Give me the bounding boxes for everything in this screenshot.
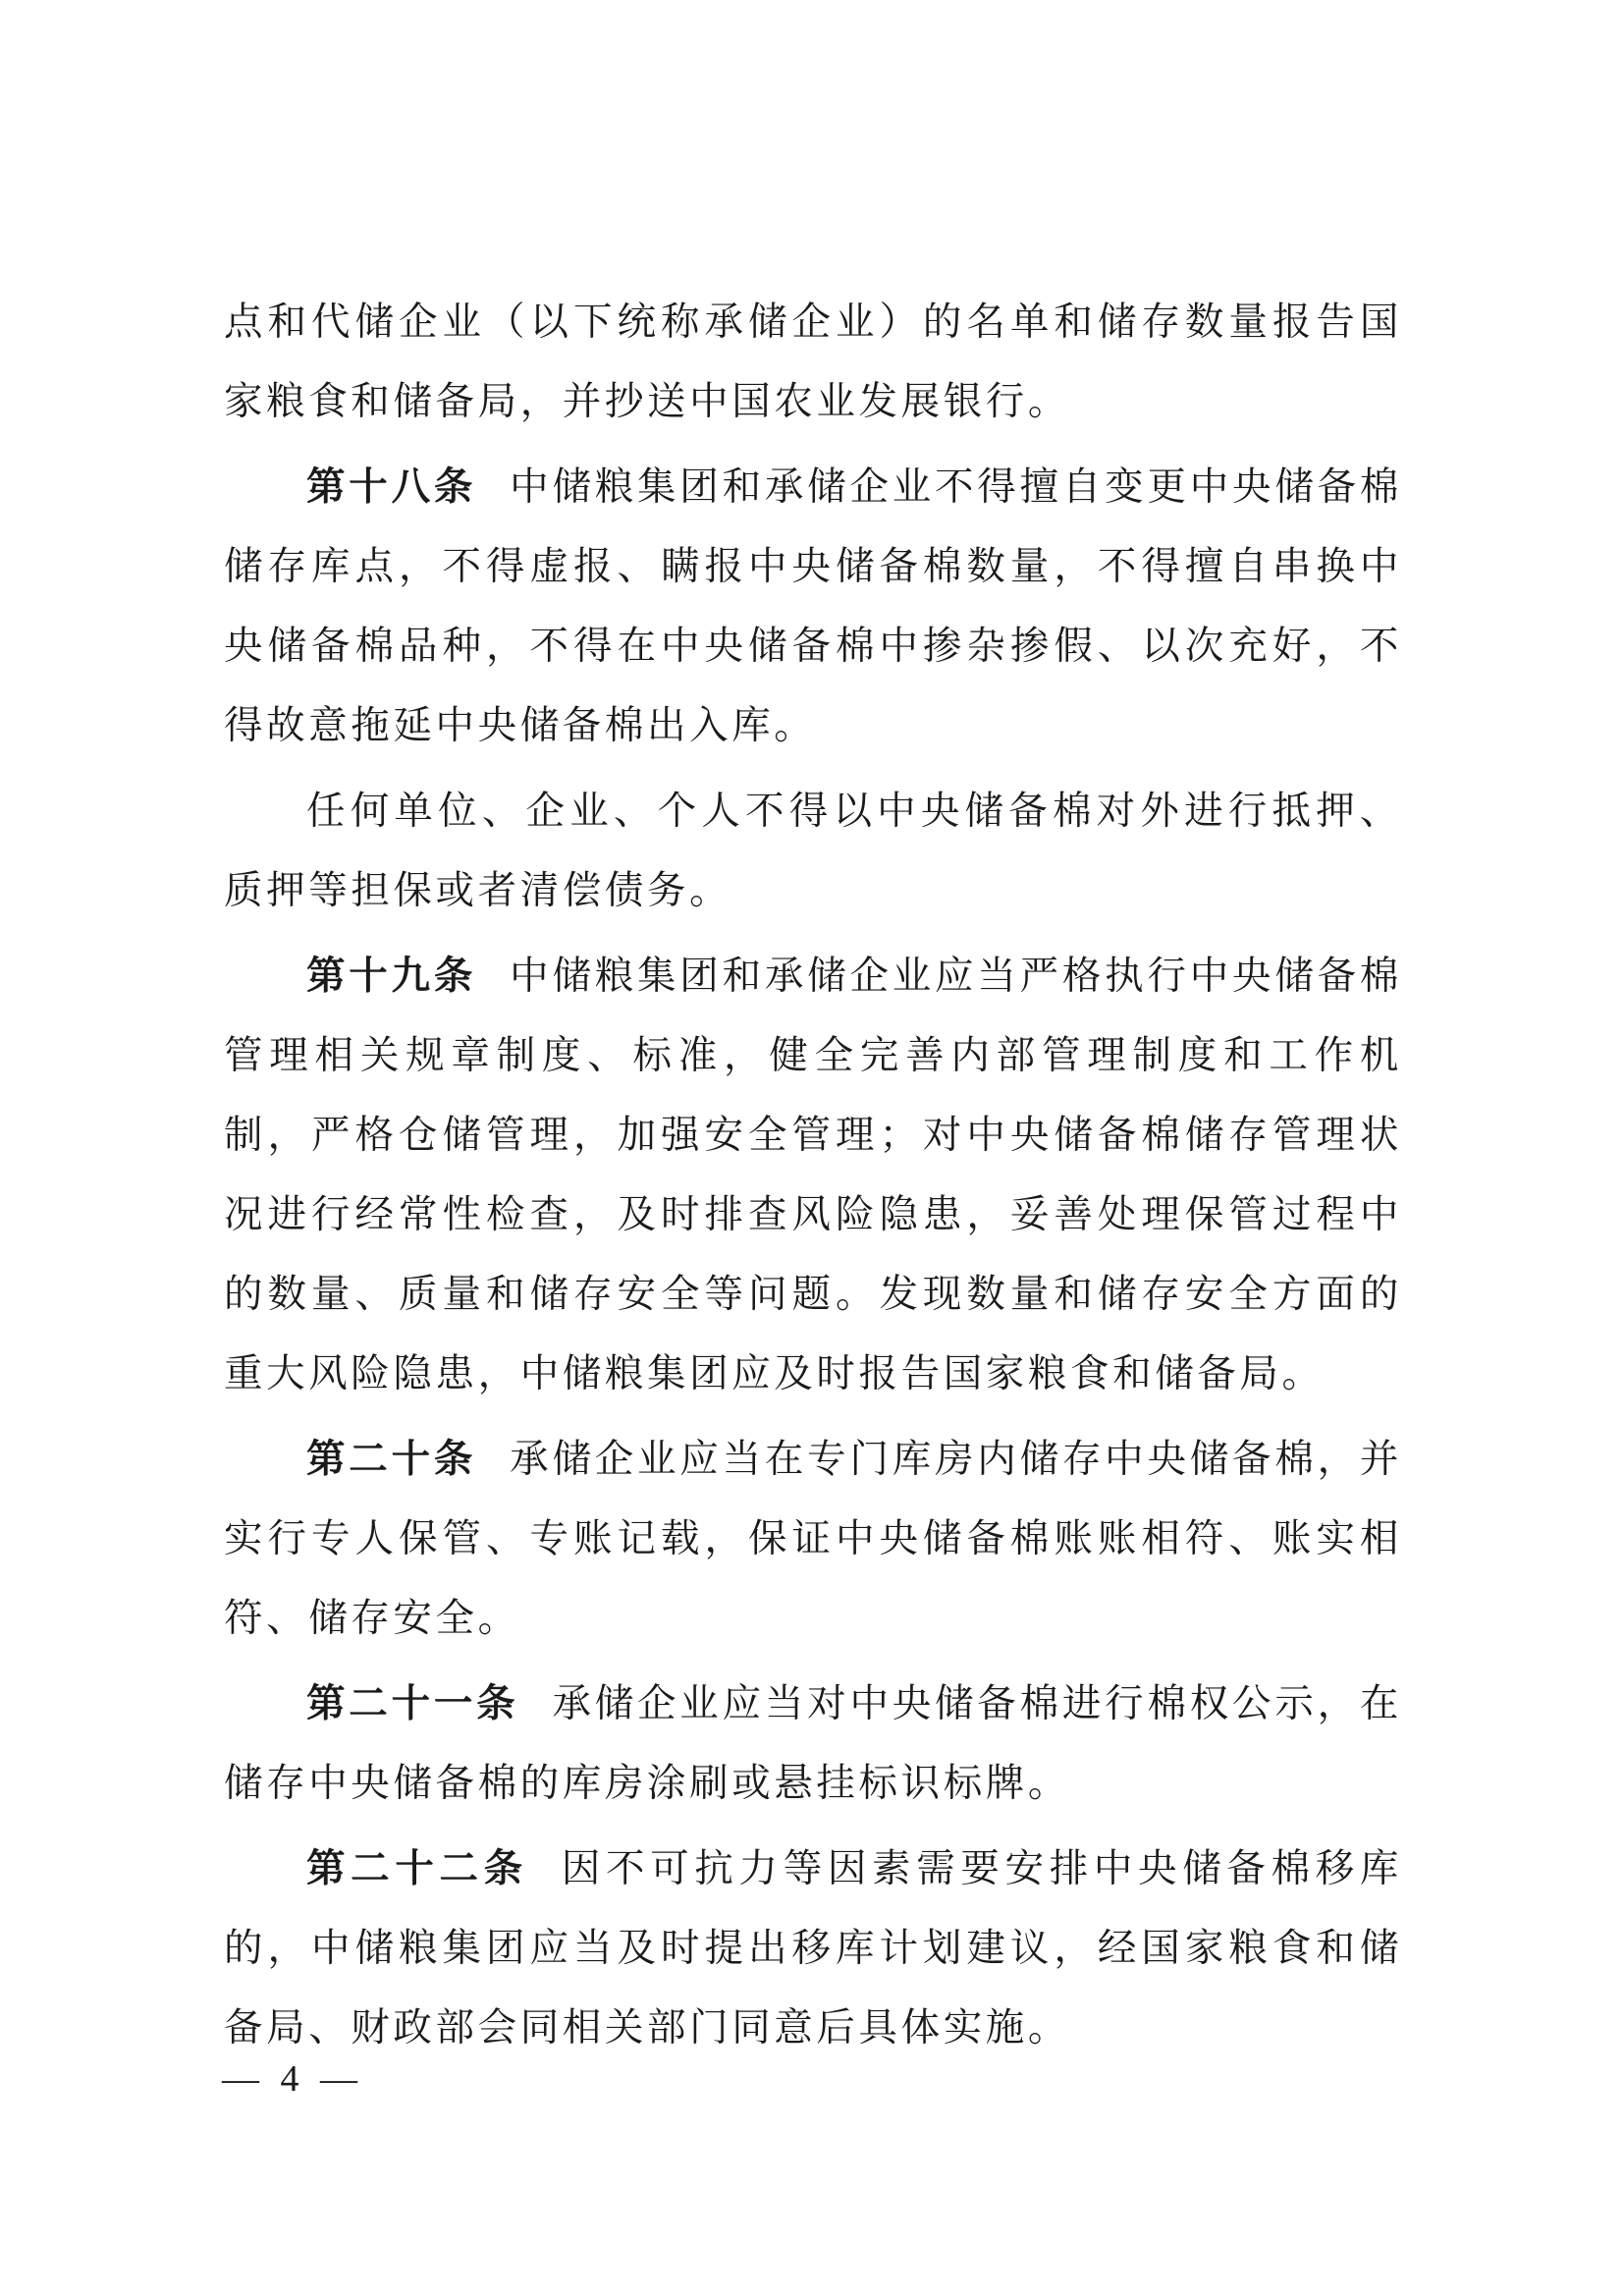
paragraph bbox=[224, 283, 1402, 442]
paragraph-text: 中储粮集团和承储企业不得擅自变更中央储备棉储存库点，不得虚报、瞒报中央储备棉数量，不得擅自串换中央储备棉品种，不得在中央储备棉中掺杂掺假、以次充好，不得故意拖延中央储备棉出入库。 bbox=[224, 465, 1402, 748]
paragraph-text: 点和代储企业（以下统称承储企业）的名单和储存数量报告国家粮食和储备局，并抄送中国农业发展银行。 bbox=[224, 300, 1402, 424]
document-body bbox=[224, 283, 1402, 2074]
article-19 bbox=[224, 937, 1402, 1414]
article-label: 第二十一条 bbox=[306, 1681, 519, 1726]
article-label: 第二十条 bbox=[306, 1437, 477, 1482]
paragraph-text: 任何单位、企业、个人不得以中央储备棉对外进行抵押、质押等担保或者清偿债务。 bbox=[224, 789, 1402, 913]
paragraph-text: 承储企业应当在专门库房内储存中央储备棉，并实行专人保管、专账记载，保证中央储备棉账账相符、账实相符、储存安全。 bbox=[224, 1437, 1402, 1641]
article-21 bbox=[224, 1665, 1402, 1824]
paragraph-text: 因不可抗力等因素需要安排中央储备棉移库的，中储粮集团应当及时提出移库计划建议，经国家粮食和储备局、财政部会同相关部门同意后具体实施。 bbox=[224, 1846, 1403, 2050]
paragraph-text: 中储粮集团和承储企业应当严格执行中央储备棉管理相关规章制度、标准，健全完善内部管理制度和工作机制，严格仓储管理，加强安全管理；对中央储备棉储存管理状况进行经常性检查，及时排查风险隐患，妥善处理保管过程中的数量、质量和储存安全等问题。发现数量和储存安全方面的重大风险隐患，中储粮集团应及时报告国家粮食和储备局。 bbox=[224, 954, 1402, 1396]
article-label: 第二十二条 bbox=[306, 1846, 528, 1891]
paragraph bbox=[224, 772, 1402, 931]
page-number: — 4 — bbox=[222, 2058, 363, 2100]
article-20 bbox=[224, 1420, 1402, 1659]
article-label: 第十九条 bbox=[306, 954, 477, 999]
article-label: 第十八条 bbox=[306, 465, 477, 510]
article-22 bbox=[224, 1830, 1402, 2068]
article-18 bbox=[224, 448, 1402, 766]
paragraph-text: 承储企业应当对中央储备棉进行棉权公示，在储存中央储备棉的库房涂刷或悬挂标识标牌。 bbox=[224, 1681, 1402, 1806]
